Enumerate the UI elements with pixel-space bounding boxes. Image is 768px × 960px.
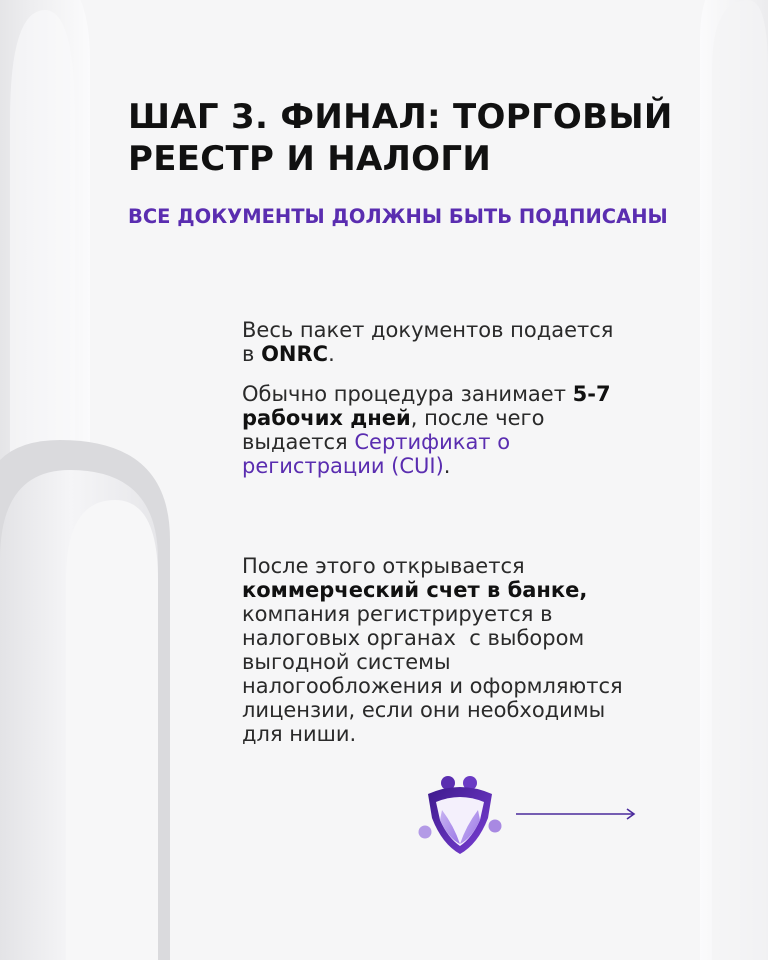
duration-number: 5-7 bbox=[572, 382, 611, 406]
paragraph-bank-line-3: компания регистрируется в bbox=[242, 602, 553, 626]
text-fragment: Обычно процедура занимает bbox=[242, 382, 573, 406]
paragraph-bank-line-5: выгодной системы bbox=[242, 650, 451, 674]
paragraph-bank-line-4: налоговых органах с выбором bbox=[242, 626, 585, 650]
text-fragment: в bbox=[242, 342, 262, 366]
onrc-term: ONRC bbox=[261, 342, 329, 366]
paragraph-bank-line-8: для ниши. bbox=[242, 722, 357, 746]
text-fragment: выдается bbox=[242, 430, 355, 454]
paragraph-onrc-line-1: Весь пакет документов подается bbox=[242, 318, 614, 342]
page-subtitle: ВСЕ ДОКУМЕНТЫ ДОЛЖНЫ БЫТЬ ПОДПИСАНЫ bbox=[128, 205, 668, 228]
paragraph-bank-taxes bbox=[242, 554, 712, 746]
text-fragment: . bbox=[328, 342, 335, 366]
paragraph-onrc-line-2 bbox=[242, 342, 712, 366]
arrow-right-icon[interactable] bbox=[514, 806, 638, 822]
paragraph-onrc bbox=[242, 318, 712, 366]
paragraph-procedure bbox=[242, 382, 712, 478]
paragraph-procedure-line-3 bbox=[242, 430, 712, 454]
paragraph-bank-line-1: После этого открывается bbox=[242, 554, 525, 578]
certificate-term: Сертификат о bbox=[354, 430, 511, 454]
text-fragment: . bbox=[443, 454, 451, 478]
paragraph-procedure-line-1 bbox=[242, 382, 712, 406]
paragraph-procedure-line-4 bbox=[242, 454, 712, 478]
text-fragment: , после чего bbox=[410, 406, 545, 430]
paragraph-procedure-line-2 bbox=[242, 406, 712, 430]
title-line-2: РЕЕСТР И НАЛОГИ bbox=[128, 139, 492, 179]
paragraph-bank-line-6: налогообложения и оформляются bbox=[242, 674, 623, 698]
title-line-1: ШАГ 3. ФИНАЛ: ТОРГОВЫЙ bbox=[128, 97, 673, 137]
people-shield-logo bbox=[418, 774, 502, 856]
duration-unit: рабочих дней bbox=[242, 406, 411, 430]
page-title bbox=[128, 96, 673, 180]
paragraph-bank-line-7: лицензии, если они необходимы bbox=[242, 698, 606, 722]
paragraph-bank-line-2: коммерческий счет в банке, bbox=[242, 578, 588, 602]
certificate-term-cont: регистрации (CUI) bbox=[242, 454, 444, 478]
